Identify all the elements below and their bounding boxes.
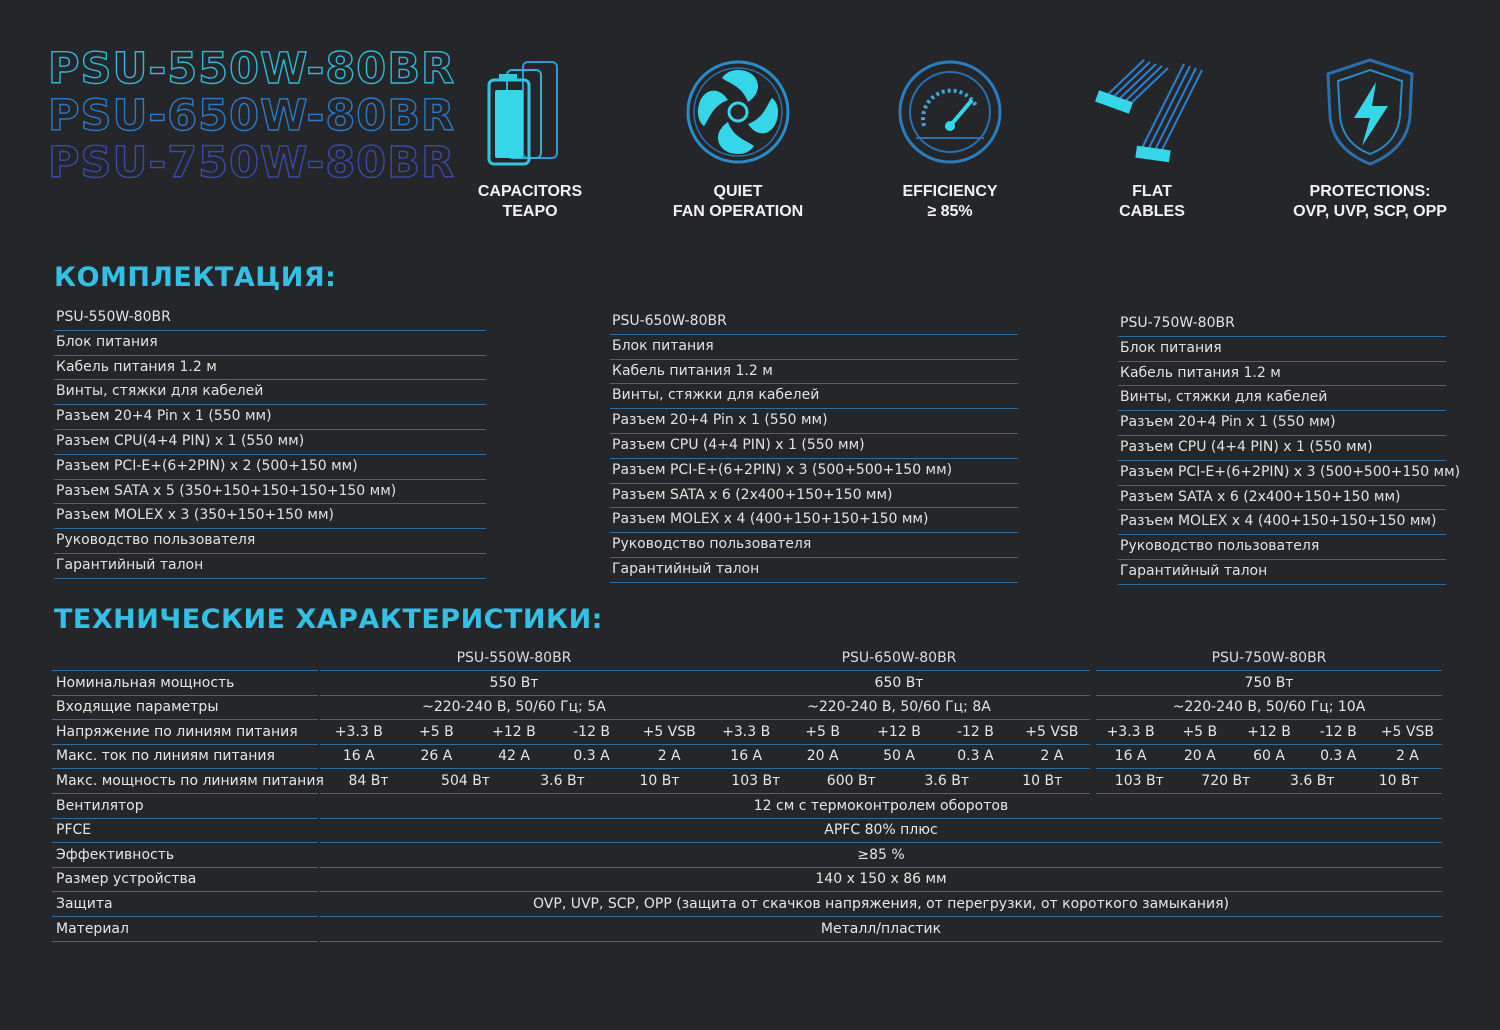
specs-row-value: OVP, UVP, SCP, OPP (защита от скачков напряжения, от перегрузки, от короткого замыкания) — [320, 892, 1442, 917]
specs-row-label: PFCE — [52, 818, 318, 843]
specs-header-label — [52, 646, 318, 671]
specs-cell: 16 А — [730, 748, 763, 765]
kit-item: Кабель питания 1.2 м — [54, 356, 486, 381]
specs-cell: 750 Вт — [1244, 674, 1294, 691]
capacitor-icon — [485, 56, 575, 168]
specs-row-label: Защита — [52, 892, 318, 917]
specs-row — [52, 892, 1442, 917]
kit-item: Разъем MOLEX x 4 (400+150+150+150 мм) — [1118, 510, 1446, 535]
kit-item: Разъем 20+4 Pin x 1 (550 мм) — [54, 405, 486, 430]
specs-model-cell-group — [320, 695, 708, 720]
specs-row — [52, 744, 1442, 769]
specs-row — [52, 720, 1442, 745]
fan-icon — [682, 56, 794, 168]
kit-item: Разъем PCI-E+(6+2PIN) x 3 (500+500+150 мм) — [610, 459, 1018, 484]
feature-flat-cables — [1052, 56, 1252, 222]
specs-cell: 2 А — [1395, 748, 1419, 765]
specs-cell: 600 Вт — [826, 772, 876, 789]
kit-column-750 — [1118, 312, 1461, 585]
feature-protections — [1270, 56, 1470, 222]
kit-item: Разъем PCI-E+(6+2PIN) x 3 (500+500+150 мм) — [1118, 461, 1446, 486]
specs-cell: 10 Вт — [639, 772, 680, 789]
specs-cell: ~220-240 В, 50/60 Гц; 10А — [1172, 699, 1366, 716]
kit-item: Гарантийный талон — [54, 554, 486, 579]
kit-item: Блок питания — [610, 335, 1018, 360]
specs-row — [52, 843, 1442, 868]
specs-model-cell-group — [708, 744, 1090, 769]
specs-model-cell-group — [320, 769, 708, 794]
specs-row-label: Макс. мощность по линиям питания — [52, 769, 318, 794]
specs-model-cell-group — [708, 769, 1090, 794]
kit-item: Гарантийный талон — [610, 558, 1018, 583]
specs-cell: ~220-240 В, 50/60 Гц; 5А — [422, 699, 606, 716]
specs-cell: +12 В — [877, 723, 921, 740]
kit-item: Гарантийный талон — [1118, 560, 1446, 585]
specs-title: ТЕХНИЧЕСКИЕ ХАРАКТЕРИСТИКИ: — [54, 604, 603, 635]
specs-cell: 103 Вт — [731, 772, 781, 789]
specs-cell: 0.3 А — [957, 748, 994, 765]
specs-row — [52, 695, 1442, 720]
specs-row — [52, 794, 1442, 819]
specs-row — [52, 867, 1442, 892]
kit-model-header: PSU-650W-80BR — [610, 310, 1018, 335]
specs-cell: +5 VSB — [1380, 723, 1434, 740]
specs-row-value: Металл/пластик — [320, 917, 1442, 942]
kit-item: Разъем SATA x 6 (2x400+150+150 мм) — [610, 484, 1018, 509]
kit-item: Разъем MOLEX x 4 (400+150+150+150 мм) — [610, 508, 1018, 533]
specs-cell: 103 Вт — [1114, 772, 1164, 789]
specs-cell: 504 Вт — [441, 772, 490, 789]
specs-row-value: ≥85 % — [320, 843, 1442, 868]
specs-model-cell-group — [1096, 695, 1442, 720]
specs-cell: +5 VSB — [1025, 723, 1079, 740]
kit-item: Кабель питания 1.2 м — [1118, 362, 1446, 387]
specs-model-name: PSU-550W-80BR — [456, 650, 572, 666]
specs-model-cell-group — [1096, 671, 1442, 696]
specs-table — [52, 646, 1442, 941]
specs-model-cell-group — [708, 671, 1090, 696]
kit-item: Кабель питания 1.2 м — [610, 360, 1018, 385]
specs-model-cell-group — [320, 720, 708, 745]
specs-row-value: 140 х 150 х 86 мм — [320, 867, 1442, 892]
specs-model-cell-group — [1096, 769, 1442, 794]
specs-row — [52, 818, 1442, 843]
specs-model-cell-group — [1096, 720, 1442, 745]
feature-label: EFFICIENCY ≥ 85% — [902, 183, 998, 220]
specs-cell: -12 В — [956, 723, 994, 740]
specs-model-cell-group — [708, 720, 1090, 745]
kit-item: Разъем CPU (4+4 PIN) x 1 (550 мм) — [1118, 436, 1446, 461]
gauge-icon — [894, 56, 1006, 168]
specs-row-label: Напряжение по линиям питания — [52, 720, 318, 745]
kit-item: Разъем SATA x 6 (2x400+150+150 мм) — [1118, 486, 1446, 511]
model-names — [48, 46, 455, 187]
specs-cell: 0.3 А — [573, 748, 610, 765]
specs-cell: 0.3 А — [1320, 748, 1357, 765]
specs-row-label: Вентилятор — [52, 794, 318, 819]
kit-item: Разъем SATA x 5 (350+150+150+150+150 мм) — [54, 480, 486, 505]
specs-cell: 2 А — [1040, 748, 1064, 765]
specs-model-cell-group — [708, 695, 1090, 720]
feature-label: QUIET FAN OPERATION — [672, 183, 804, 220]
specs-row — [52, 769, 1442, 794]
specs-cell: 550 Вт — [489, 674, 539, 691]
specs-cell: 42 А — [498, 748, 530, 765]
specs-cell: +5 В — [419, 723, 454, 740]
specs-row-label: Номинальная мощность — [52, 671, 318, 696]
specs-cell: ~220-240 В, 50/60 Гц; 8А — [807, 699, 991, 716]
specs-cell: 650 Вт — [874, 674, 924, 691]
kit-item: Руководство пользователя — [610, 533, 1018, 558]
specs-cell: 3.6 Вт — [1290, 772, 1335, 789]
specs-header-row — [52, 646, 1442, 671]
kit-item: Разъем 20+4 Pin x 1 (550 мм) — [610, 409, 1018, 434]
kit-column-550 — [54, 306, 486, 579]
kit-item: Разъем PCI-E+(6+2PIN) x 2 (500+150 мм) — [54, 455, 486, 480]
specs-cell: +3.3 В — [334, 723, 383, 740]
specs-model-header — [1096, 646, 1442, 671]
kit-item: Винты, стяжки для кабелей — [1118, 386, 1446, 411]
specs-cell: 16 А — [1114, 748, 1147, 765]
specs-cell: 10 Вт — [1378, 772, 1419, 789]
model-name-650: PSU-650W-80BR — [48, 91, 456, 141]
kit-item: Разъем MOLEX x 3 (350+150+150 мм) — [54, 504, 486, 529]
shield-bolt-icon — [1320, 56, 1420, 168]
specs-model-name: PSU-750W-80BR — [1211, 650, 1327, 666]
specs-cell: +5 В — [1182, 723, 1218, 740]
specs-cell: +5 VSB — [642, 723, 696, 740]
specs-model-cell-group — [1096, 744, 1442, 769]
specs-cell: 26 А — [420, 748, 453, 765]
specs-cell: 720 Вт — [1201, 772, 1251, 789]
kit-item: Винты, стяжки для кабелей — [610, 384, 1018, 409]
specs-cell: 3.6 Вт — [540, 772, 585, 789]
model-name-550: PSU-550W-80BR — [48, 44, 456, 94]
specs-row-label: Материал — [52, 917, 318, 942]
specs-cell: -12 В — [573, 723, 611, 740]
feature-label: PROTECTIONS: OVP, UVP, SCP, OPP — [1293, 183, 1447, 220]
specs-cell: 10 Вт — [1022, 772, 1063, 789]
specs-cell: +3.3 В — [1106, 723, 1155, 740]
specs-model-cell-group — [320, 744, 708, 769]
kit-item: Разъем CPU(4+4 PIN) x 1 (550 мм) — [54, 430, 486, 455]
specs-cell: 50 А — [883, 748, 915, 765]
kit-item: Руководство пользователя — [1118, 535, 1446, 560]
kit-item: Разъем 20+4 Pin x 1 (550 мм) — [1118, 411, 1446, 436]
specs-row — [52, 917, 1442, 942]
specs-row-value: APFC 80% плюс — [320, 818, 1442, 843]
kit-model-header: PSU-750W-80BR — [1118, 312, 1446, 337]
kit-item: Блок питания — [54, 331, 486, 356]
specs-cell: +3.3 В — [722, 723, 771, 740]
specs-cell: +12 В — [1247, 723, 1291, 740]
specs-cell: 16 А — [342, 748, 375, 765]
specs-row — [52, 671, 1442, 696]
specs-cell: 84 Вт — [348, 772, 389, 789]
kit-column-650 — [610, 310, 1018, 583]
kit-model-header: PSU-550W-80BR — [54, 306, 486, 331]
kit-title: КОМПЛЕКТАЦИЯ: — [54, 262, 337, 293]
specs-row-label: Макс. ток по линиям питания — [52, 744, 318, 769]
kit-item: Блок питания — [1118, 337, 1446, 362]
feature-capacitors — [430, 56, 630, 222]
specs-model-cell-group — [320, 671, 708, 696]
specs-cell: 60 А — [1253, 748, 1285, 765]
feature-efficiency — [850, 56, 1050, 222]
specs-model-name: PSU-650W-80BR — [841, 650, 957, 666]
feature-label: CAPACITORS TEAPO — [477, 183, 583, 220]
specs-model-header — [320, 646, 708, 671]
specs-cell: 20 А — [1183, 748, 1216, 765]
specs-row-label: Входящие параметры — [52, 695, 318, 720]
kit-item: Разъем CPU (4+4 PIN) x 1 (550 мм) — [610, 434, 1018, 459]
specs-cell: 3.6 Вт — [924, 772, 969, 789]
specs-model-header — [708, 646, 1090, 671]
model-name-750: PSU-750W-80BR — [48, 138, 456, 188]
specs-cell: 20 А — [806, 748, 839, 765]
specs-cell: -12 В — [1319, 723, 1357, 740]
kit-item: Винты, стяжки для кабелей — [54, 380, 486, 405]
flat-cable-icon — [1092, 56, 1212, 168]
kit-item: Руководство пользователя — [54, 529, 486, 554]
feature-label: FLAT CABLES — [1119, 183, 1185, 220]
specs-row-label: Эффективность — [52, 843, 318, 868]
specs-cell: +5 В — [805, 723, 840, 740]
specs-row-value: 12 см с термоконтролем оборотов — [320, 794, 1442, 819]
specs-cell: 2 А — [657, 748, 681, 765]
feature-quiet-fan — [638, 56, 838, 222]
specs-row-label: Размер устройства — [52, 867, 318, 892]
specs-cell: +12 В — [492, 723, 536, 740]
